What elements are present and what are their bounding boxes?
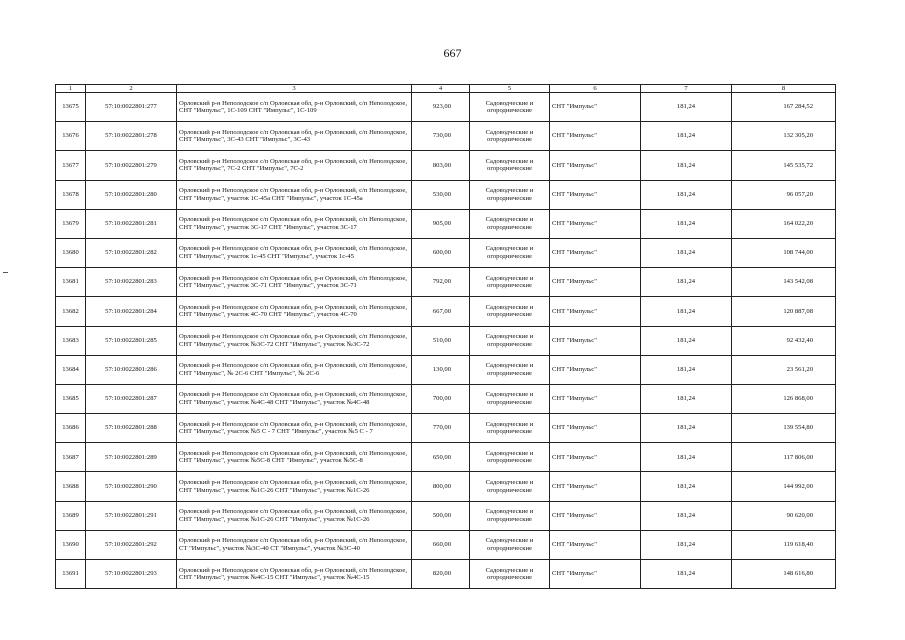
cadastral-number-cell: 57:10:0022801:292 bbox=[86, 530, 177, 559]
owner-cell: СНТ "Импульс" bbox=[550, 501, 641, 530]
address-cell: Орловский р-н Неполодское с/п Орловская обл, р-н Орловский, с/п Неполодское, СНТ "Импульс", участок 1С-45а СНТ "Импульс", участок 1С-45а bbox=[177, 180, 412, 209]
cadastral-rate-cell: 181,24 bbox=[641, 180, 732, 209]
cadastral-number-cell: 57:10:0022801:290 bbox=[86, 472, 177, 501]
table-row bbox=[56, 209, 836, 238]
owner-cell: СНТ "Импульс" bbox=[550, 530, 641, 559]
area-cell: 500,00 bbox=[412, 501, 470, 530]
area-cell: 730,00 bbox=[412, 122, 470, 151]
table-row bbox=[56, 238, 836, 267]
area-cell: 510,00 bbox=[412, 326, 470, 355]
table-row bbox=[56, 472, 836, 501]
area-cell: 530,00 bbox=[412, 180, 470, 209]
cadastral-number-cell: 57:10:0022801:291 bbox=[86, 501, 177, 530]
table-row bbox=[56, 414, 836, 443]
address-cell: Орловский р-н Неполодское с/п Орловская обл, р-н Орловский, с/п Неполодское, СНТ "Импульс", участок №4С-48 СНТ "Импульс", участок №4С-48 bbox=[177, 384, 412, 413]
table-row bbox=[56, 180, 836, 209]
land-use-cell: Садоводческие и огороднические bbox=[470, 414, 550, 443]
table-row bbox=[56, 384, 836, 413]
land-use-cell: Садоводческие и огороднические bbox=[470, 180, 550, 209]
table-row bbox=[56, 443, 836, 472]
cadastral-rate-cell: 181,24 bbox=[641, 414, 732, 443]
address-cell: Орловский р-н Неполодское с/п Орловская обл, р-н Орловский, с/п Неполодское, СНТ "Импульс", участок №1С-26 СНТ "Импульс", участок №1С-26 bbox=[177, 501, 412, 530]
cadastral-number-cell: 57:10:0022801:280 bbox=[86, 180, 177, 209]
cadastral-value-cell: 108 744,00 bbox=[732, 238, 836, 267]
cadastral-value-cell: 143 542,08 bbox=[732, 268, 836, 297]
address-cell: Орловский р-н Неполодское с/п Орловская обл, р-н Орловский, с/п Неполодское, СТ "Импульс", участок №3С-40 СТ "Импульс", участок №3С-40 bbox=[177, 530, 412, 559]
row-number-cell: 13679 bbox=[56, 209, 86, 238]
cadastral-number-cell: 57:10:0022801:289 bbox=[86, 443, 177, 472]
land-use-cell: Садоводческие и огороднические bbox=[470, 355, 550, 384]
owner-cell: СНТ "Импульс" bbox=[550, 297, 641, 326]
row-number-cell: 13678 bbox=[56, 180, 86, 209]
cadastral-rate-cell: 181,24 bbox=[641, 560, 732, 589]
cadastral-number-cell: 57:10:0022801:286 bbox=[86, 355, 177, 384]
cadastral-value-cell: 167 284,52 bbox=[732, 93, 836, 122]
land-use-cell: Садоводческие и огороднические bbox=[470, 472, 550, 501]
land-use-cell: Садоводческие и огороднические bbox=[470, 93, 550, 122]
table-row bbox=[56, 93, 836, 122]
owner-cell: СНТ "Импульс" bbox=[550, 560, 641, 589]
table-row bbox=[56, 355, 836, 384]
address-cell: Орловский р-н Неполодское с/п Орловская обл, р-н Орловский, с/п Неполодское, СНТ "Импульс", участок №5С-8 СНТ "Импульс", участок №5С-8 bbox=[177, 443, 412, 472]
table-row bbox=[56, 560, 836, 589]
cadastral-rate-cell: 181,24 bbox=[641, 443, 732, 472]
table-row bbox=[56, 268, 836, 297]
owner-cell: СНТ "Импульс" bbox=[550, 268, 641, 297]
row-number-cell: 13689 bbox=[56, 501, 86, 530]
row-number-cell: 13676 bbox=[56, 122, 86, 151]
owner-cell: СНТ "Импульс" bbox=[550, 355, 641, 384]
row-number-cell: 13680 bbox=[56, 238, 86, 267]
cadastral-number-cell: 57:10:0022801:282 bbox=[86, 238, 177, 267]
column-header: 2 bbox=[86, 85, 177, 93]
area-cell: 905,00 bbox=[412, 209, 470, 238]
cadastral-value-cell: 164 022,20 bbox=[732, 209, 836, 238]
cadastral-number-cell: 57:10:0022801:283 bbox=[86, 268, 177, 297]
address-cell: Орловский р-н Неполодское с/п Орловская обл, р-н Орловский, с/п Неполодское, СНТ "Импульс", № 2С-6 СНТ "Импульс", № 2С-6 bbox=[177, 355, 412, 384]
row-number-cell: 13691 bbox=[56, 560, 86, 589]
address-cell: Орловский р-н Неполодское с/п Орловская обл, р-н Орловский, с/п Неполодское, СНТ "Импульс", участок №1С-26 СНТ "Импульс", участок №1С-26 bbox=[177, 472, 412, 501]
cadastral-rate-cell: 181,24 bbox=[641, 326, 732, 355]
cadastral-value-cell: 132 305,20 bbox=[732, 122, 836, 151]
cadastral-number-cell: 57:10:0022801:278 bbox=[86, 122, 177, 151]
cadastral-rate-cell: 181,24 bbox=[641, 209, 732, 238]
table-row bbox=[56, 297, 836, 326]
row-number-cell: 13685 bbox=[56, 384, 86, 413]
owner-cell: СНТ "Импульс" bbox=[550, 414, 641, 443]
column-header: 3 bbox=[177, 85, 412, 93]
cadastral-rate-cell: 181,24 bbox=[641, 151, 732, 180]
row-number-cell: 13690 bbox=[56, 530, 86, 559]
table-body bbox=[56, 93, 836, 589]
row-number-cell: 13681 bbox=[56, 268, 86, 297]
cadastral-rate-cell: 181,24 bbox=[641, 268, 732, 297]
owner-cell: СНТ "Импульс" bbox=[550, 472, 641, 501]
area-cell: 700,00 bbox=[412, 384, 470, 413]
table-row bbox=[56, 122, 836, 151]
page-number: 667 bbox=[443, 46, 462, 60]
land-use-cell: Садоводческие и огороднические bbox=[470, 501, 550, 530]
land-use-cell: Садоводческие и огороднические bbox=[470, 122, 550, 151]
land-use-cell: Садоводческие и огороднические bbox=[470, 384, 550, 413]
cadastral-rate-cell: 181,24 bbox=[641, 501, 732, 530]
owner-cell: СНТ "Импульс" bbox=[550, 122, 641, 151]
address-cell: Орловский р-н Неполодское с/п Орловская обл, р-н Орловский, с/п Неполодское, СНТ "Импульс", 7С-2 СНТ "Импульс", 7С-2 bbox=[177, 151, 412, 180]
land-use-cell: Садоводческие и огороднические bbox=[470, 326, 550, 355]
cadastral-number-cell: 57:10:0022801:293 bbox=[86, 560, 177, 589]
cadastral-rate-cell: 181,24 bbox=[641, 122, 732, 151]
area-cell: 820,00 bbox=[412, 560, 470, 589]
cadastral-rate-cell: 181,24 bbox=[641, 472, 732, 501]
area-cell: 803,00 bbox=[412, 151, 470, 180]
address-cell: Орловский р-н Неполодское с/п Орловская обл, р-н Орловский, с/п Неполодское, СНТ "Импульс", участок 1с-45 СНТ "Импульс", участок 1с-45 bbox=[177, 238, 412, 267]
column-header: 4 bbox=[412, 85, 470, 93]
cadastral-value-cell: 92 432,40 bbox=[732, 326, 836, 355]
cadastral-value-cell: 23 561,20 bbox=[732, 355, 836, 384]
owner-cell: СНТ "Импульс" bbox=[550, 238, 641, 267]
cadastral-rate-cell: 181,24 bbox=[641, 530, 732, 559]
table-row bbox=[56, 530, 836, 559]
land-use-cell: Садоводческие и огороднические bbox=[470, 238, 550, 267]
area-cell: 923,00 bbox=[412, 93, 470, 122]
table-row bbox=[56, 151, 836, 180]
land-use-cell: Садоводческие и огороднические bbox=[470, 530, 550, 559]
column-header: 7 bbox=[641, 85, 732, 93]
land-use-cell: Садоводческие и огороднические bbox=[470, 209, 550, 238]
row-number-cell: 13682 bbox=[56, 297, 86, 326]
address-cell: Орловский р-н Неполодское с/п Орловская обл, р-н Орловский, с/п Неполодское, СНТ "Импульс", 3С-43 СНТ "Импульс", 3С-43 bbox=[177, 122, 412, 151]
table-row bbox=[56, 501, 836, 530]
cadastral-number-cell: 57:10:0022801:288 bbox=[86, 414, 177, 443]
area-cell: 600,00 bbox=[412, 238, 470, 267]
column-header: 8 bbox=[732, 85, 836, 93]
row-number-cell: 13677 bbox=[56, 151, 86, 180]
owner-cell: СНТ "Импульс" bbox=[550, 151, 641, 180]
land-use-cell: Садоводческие и огороднические bbox=[470, 268, 550, 297]
address-cell: Орловский р-н Неполодское с/п Орловская обл, р-н Орловский, с/п Неполодское, СНТ "Импульс", участок №4С-15 СНТ "Импульс", участок №4С-15 bbox=[177, 560, 412, 589]
owner-cell: СНТ "Импульс" bbox=[550, 93, 641, 122]
cadastral-value-cell: 139 554,80 bbox=[732, 414, 836, 443]
cadastral-value-cell: 144 992,00 bbox=[732, 472, 836, 501]
column-header: 6 bbox=[550, 85, 641, 93]
cadastral-number-cell: 57:10:0022801:279 bbox=[86, 151, 177, 180]
cadastral-value-cell: 120 887,08 bbox=[732, 297, 836, 326]
address-cell: Орловский р-н Неполодское с/п Орловская обл, р-н Орловский, с/п Неполодское, СНТ "Импульс", 1С-109 СНТ "Импульс", 1С-109 bbox=[177, 93, 412, 122]
address-cell: Орловский р-н Неполодское с/п Орловская обл, р-н Орловский, с/п Неполодское, СНТ "Импульс", участок 3С-71 СНТ "Импульс", участок 3С-71 bbox=[177, 268, 412, 297]
cadastral-number-cell: 57:10:0022801:277 bbox=[86, 93, 177, 122]
land-use-cell: Садоводческие и огороднические bbox=[470, 443, 550, 472]
cadastral-value-cell: 90 620,00 bbox=[732, 501, 836, 530]
cadastral-rate-cell: 181,24 bbox=[641, 93, 732, 122]
land-use-cell: Садоводческие и огороднические bbox=[470, 297, 550, 326]
row-number-cell: 13688 bbox=[56, 472, 86, 501]
cadastral-rate-cell: 181,24 bbox=[641, 238, 732, 267]
cadastral-number-cell: 57:10:0022801:285 bbox=[86, 326, 177, 355]
address-cell: Орловский р-н Неполодское с/п Орловская обл, р-н Орловский, с/п Неполодское, СНТ "Импульс", участок 3С-17 СНТ "Импульс", участок 3С-17 bbox=[177, 209, 412, 238]
row-number-cell: 13683 bbox=[56, 326, 86, 355]
owner-cell: СНТ "Импульс" bbox=[550, 384, 641, 413]
cadastral-rate-cell: 181,24 bbox=[641, 384, 732, 413]
cadastral-rate-cell: 181,24 bbox=[641, 355, 732, 384]
row-number-cell: 13687 bbox=[56, 443, 86, 472]
area-cell: 800,00 bbox=[412, 472, 470, 501]
cadastral-number-cell: 57:10:0022801:281 bbox=[86, 209, 177, 238]
address-cell: Орловский р-н Неполодское с/п Орловская обл, р-н Орловский, с/п Неполодское, СНТ "Импульс", участок №5 С - 7 СНТ "Импульс", участок №5 С - 7 bbox=[177, 414, 412, 443]
cadastral-number-cell: 57:10:0022801:287 bbox=[86, 384, 177, 413]
column-header: 5 bbox=[470, 85, 550, 93]
cadastral-rate-cell: 181,24 bbox=[641, 297, 732, 326]
owner-cell: СНТ "Импульс" bbox=[550, 443, 641, 472]
cadastral-value-cell: 119 618,40 bbox=[732, 530, 836, 559]
row-number-cell: 13684 bbox=[56, 355, 86, 384]
stray-scan-mark bbox=[3, 272, 8, 273]
row-number-cell: 13675 bbox=[56, 93, 86, 122]
area-cell: 130,00 bbox=[412, 355, 470, 384]
area-cell: 667,00 bbox=[412, 297, 470, 326]
table-row bbox=[56, 326, 836, 355]
area-cell: 792,00 bbox=[412, 268, 470, 297]
cadastral-value-cell: 126 868,00 bbox=[732, 384, 836, 413]
owner-cell: СНТ "Импульс" bbox=[550, 209, 641, 238]
header-row bbox=[56, 85, 836, 93]
area-cell: 660,00 bbox=[412, 530, 470, 559]
land-registry-table bbox=[55, 84, 836, 589]
cadastral-value-cell: 96 057,20 bbox=[732, 180, 836, 209]
column-header: 1 bbox=[56, 85, 86, 93]
address-cell: Орловский р-н Неполодское с/п Орловская обл, р-н Орловский, с/п Неполодское, СНТ "Импульс", участок 4С-70 СНТ "Импульс", участок 4С-70 bbox=[177, 297, 412, 326]
land-use-cell: Садоводческие и огороднические bbox=[470, 151, 550, 180]
owner-cell: СНТ "Импульс" bbox=[550, 180, 641, 209]
cadastral-value-cell: 148 616,80 bbox=[732, 560, 836, 589]
row-number-cell: 13686 bbox=[56, 414, 86, 443]
cadastral-value-cell: 117 806,00 bbox=[732, 443, 836, 472]
land-use-cell: Садоводческие и огороднические bbox=[470, 560, 550, 589]
area-cell: 650,00 bbox=[412, 443, 470, 472]
address-cell: Орловский р-н Неполодское с/п Орловская обл, р-н Орловский, с/п Неполодское, СНТ "Импульс", участок №3С-72 СНТ "Импульс", участок №3С-72 bbox=[177, 326, 412, 355]
cadastral-number-cell: 57:10:0022801:284 bbox=[86, 297, 177, 326]
cadastral-value-cell: 145 535,72 bbox=[732, 151, 836, 180]
owner-cell: СНТ "Импульс" bbox=[550, 326, 641, 355]
area-cell: 770,00 bbox=[412, 414, 470, 443]
